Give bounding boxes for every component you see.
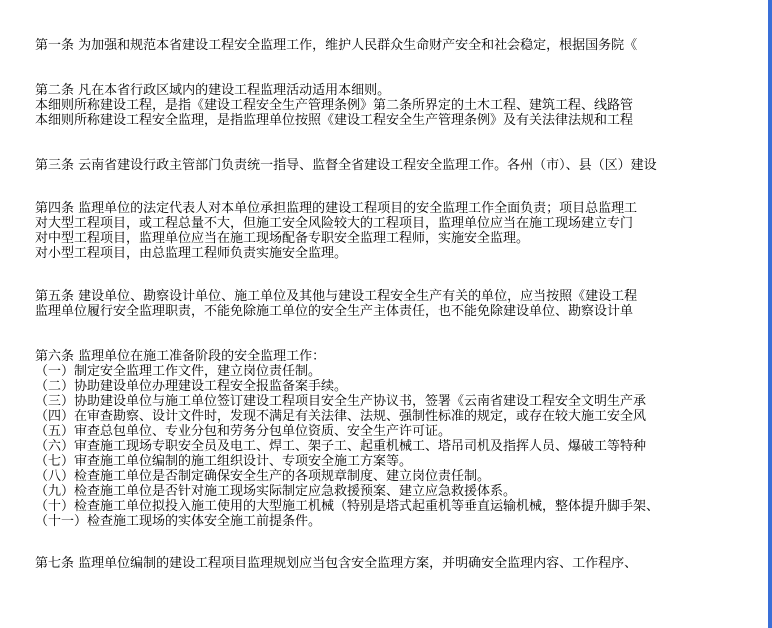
article-3-line-1: 第三条 云南省建设行政主管部门负责统一指导、监督全省建设工程安全监理工作。各州（市）、县（区）建设 [35,158,657,173]
article-6-line-1: 第六条 监理单位在施工准备阶段的安全监理工作： [35,349,326,364]
article-6-item-5: （五）审查总包单位、专业分包和劳务分包单位资质、安全生产许可证。 [35,424,452,439]
article-2-line-3: 本细则所称建设工程安全监理，是指监理单位按照《建设工程安全生产管理条例》及有关法律法规和工程 [35,113,634,128]
article-6-item-8: （八）检查施工单位是否制定确保安全生产的各项规章制度、建立岗位责任制。 [35,469,491,484]
article-1-line-1: 第一条 为加强和规范本省建设工程安全监理工作，维护人民群众生命财产安全和社会稳定，根据国务院《 [35,38,638,53]
article-1 [35,38,772,53]
article-4-line-1: 第四条 监理单位的法定代表人对本单位承担监理的建设工程项目的安全监理工作全面负责；项目总监理工 [35,201,638,216]
article-6-item-11: （十一）检查施工现场的实体安全施工前提条件。 [35,514,322,529]
article-6-item-10: （十）检查施工单位拟投入施工使用的大型施工机械（特别是塔式起重机等垂直运输机械，整体提升脚手架、 [35,499,660,514]
article-6-item-1: （一）制定安全监理工作文件，建立岗位责任制。 [35,364,322,379]
article-2-line-1: 第二条 凡在本省行政区域内的建设工程监理活动适用本细则。 [35,83,391,98]
article-5-line-1: 第五条 建设单位、勘察设计单位、施工单位及其他与建设工程安全生产有关的单位，应当按照《建设工程 [35,289,638,304]
regulation-document [35,38,772,571]
article-6-item-9: （九）检查施工单位是否针对施工现场实际制定应急救援预案、建立应急救援体系。 [35,484,517,499]
article-4-line-3: 对中型工程项目，监理单位应当在施工现场配备专职安全监理工程师，实施安全监理。 [35,231,530,246]
vertical-scrollbar[interactable] [768,0,772,628]
article-6 [35,349,772,529]
article-4-line-2: 对大型工程项目，或工程总量不大，但施工安全风险较大的工程项目，监理单位应当在施工现场建立专门 [35,216,634,231]
article-3 [35,158,772,173]
article-4-line-4: 对小型工程项目，由总监理工程师负责实施安全监理。 [35,246,348,261]
article-6-item-3: （三）协助建设单位与施工单位签订建设工程项目安全生产协议书，签署《云南省建设工程安全文明生产承 [35,394,647,409]
article-4 [35,201,772,261]
article-6-item-4: （四）在审查勘察、设计文件时，发现不满足有关法律、法规、强制性标准的规定，或存在较大施工安全风 [35,409,647,424]
article-7 [35,556,772,571]
article-5 [35,289,772,319]
article-7-line-1: 第七条 监理单位编制的建设工程项目监理规划应当包含安全监理方案，并明确安全监理内容、工作程序、 [35,556,638,571]
article-2 [35,83,772,128]
article-5-line-2: 监理单位履行安全监理职责，不能免除施工单位的安全生产主体责任，也不能免除建设单位、勘察设计单 [35,304,634,319]
article-6-item-6: （六）审查施工现场专职安全员及电工、焊工、架子工、起重机械工、塔吊司机及指挥人员、爆破工等特种 [35,439,647,454]
article-6-item-2: （二）协助建设单位办理建设工程安全报监备案手续。 [35,379,348,394]
article-6-item-7: （七）审查施工单位编制的施工组织设计、专项安全施工方案等。 [35,454,413,469]
article-2-line-2: 本细则所称建设工程，是指《建设工程安全生产管理条例》第二条所界定的土木工程、建筑工程、线路管 [35,98,634,113]
